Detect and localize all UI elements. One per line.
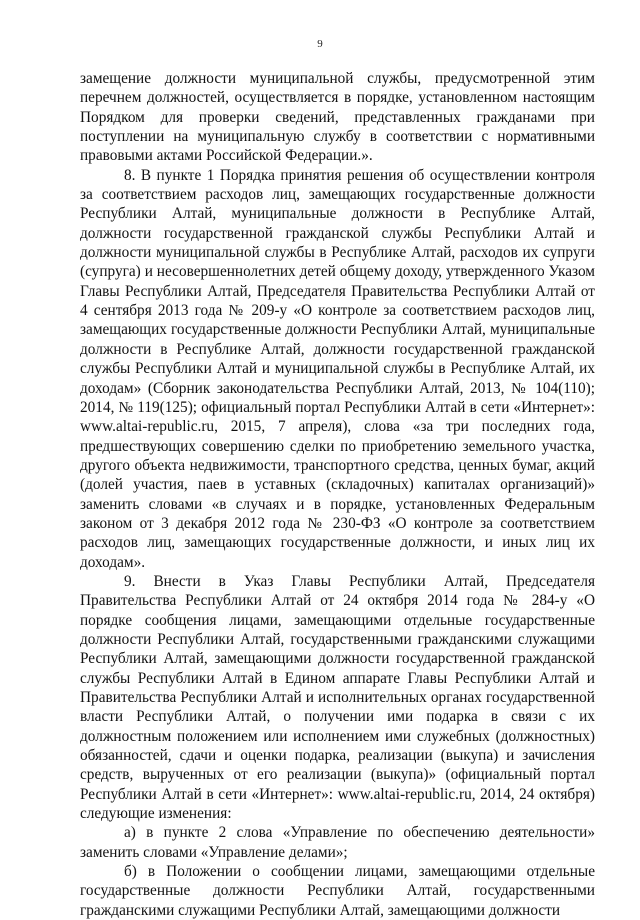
paragraph-subitem-b: б) в Положении о сообщении лицами, замещающими отдельные государственные должности Республики Алтай, государственными гражданскими служащими Республики Алтай, замещающими должности (80, 863, 595, 919)
paragraph-item-9: 9. Внести в Указ Главы Республики Алтай, Председателя Правительства Республики Алтай от 24 октября 2014 года № 284-у «О порядке сообщения лицами, замещающими отдельные государственные должности Республики Алтай, государственными гражданскими служащими Республики Алтай, замещающими должности государственной гражданской службы Республики Алтай в Едином аппарате Главы Республики Алтай и Правительства Республики Алтай и исполнительных органах государственной власти Республики Алтай, о получении ими подарка в связи с их должностным положением или исполнением ими служебных (должностных) обязанностей, сдачи и оценки подарка, реализации (выкупа) и зачисления средств, вырученных от его реализации (выкупа)» (официальный портал Республики Алтай в сети «Интернет»: www.altai-republic.ru, 2014, 24 октября) следующие изменения: (80, 572, 595, 823)
paragraph-subitem-a: а) в пункте 2 слова «Управление по обеспечению деятельности» заменить словами «Управление делами»; (80, 824, 595, 861)
paragraph-continuation: замещение должности муниципальной службы, предусмотренной этим перечнем должностей, осуществляется в порядке, установленном настоящим Порядком для проверки сведений, представленных гражданами при поступлении на муниципальную службу в соответствии с нормативными правовыми актами Российской Федерации.». (80, 70, 595, 165)
page-number: 9 (317, 38, 323, 50)
paragraph-item-8: 8. В пункте 1 Порядка принятия решения об осуществлении контроля за соответствием расходов лиц, замещающих государственные должности Республики Алтай, муниципальные должности в Республике Алтай, должности государственной гражданской службы Республики Алтай и должности муниципальной службы в Республике Алтай, расходов их супруги (супруга) и несовершеннолетних детей общему доходу, утвержденного Указом Главы Республики Алтай, Председателя Правительства Республики Алтай от 4 сентября 2013 года № 209-у «О контроле за соответствием расходов лиц, замещающих государственные должности Республики Алтай, муниципальные должности в Республике Алтай, должности государственной гражданской службы Республики Алтай и муниципальной службы в Республике Алтай, их доходам» (Сборник законодательства Республики Алтай, 2013, № 104(110); 2014, № 119(125); официальный портал Республики Алтай в сети «Интернет»: www.altai-republic.ru, 2015, 7 апреля), слова «за три последних года, предшествующих совершению сделки по приобретению земельного участка, другого объекта недвижимости, транспортного средства, ценных бумаг, акций (долей участия, паев в уставных (складочных) капиталах организаций)» заменить словами «в случаях и в порядке, установленных Федеральным законом от 3 декабря 2012 года № 230-ФЗ «О контроле за соответствием расходов лиц, замещающих государственные должности, и иных лиц их доходам». (80, 166, 595, 571)
document-body (80, 69, 595, 920)
